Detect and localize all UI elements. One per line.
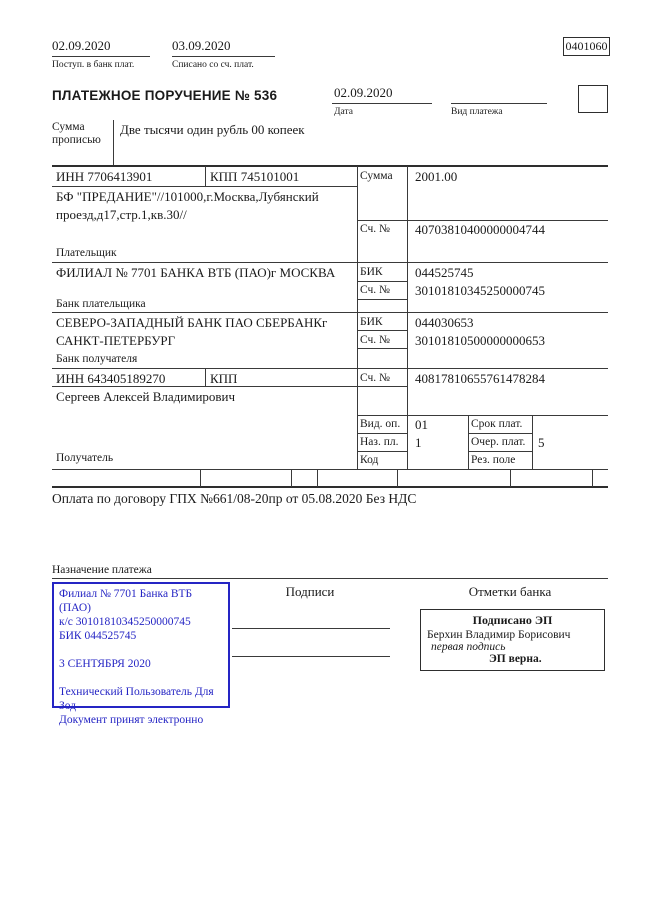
payer-account-label: Сч. № xyxy=(360,223,391,235)
rule xyxy=(407,166,408,469)
rule xyxy=(451,103,547,104)
debited-label: Списано со сч. плат. xyxy=(172,60,254,70)
rule xyxy=(52,186,357,187)
signature-line xyxy=(232,656,390,657)
amount-label: Сумма xyxy=(360,170,393,182)
ep-stamp-signer: Берхин Владимир Борисович xyxy=(427,629,571,641)
payer-name-line1: БФ "ПРЕДАНИЕ"//101000,г.Москва,Лубянский xyxy=(56,189,319,204)
payer-bank-section-label: Банк плательщика xyxy=(56,298,146,310)
rule xyxy=(510,469,511,487)
form-code: 0401060 xyxy=(565,39,608,53)
rule xyxy=(468,451,532,452)
rule xyxy=(357,166,358,469)
payer-kpp: КПП 745101001 xyxy=(210,169,300,184)
stamp-line xyxy=(59,671,223,685)
rule xyxy=(468,415,469,469)
payment-type-label: Вид платежа xyxy=(451,107,503,117)
rule xyxy=(52,578,608,579)
vid-op-value: 01 xyxy=(415,417,428,432)
payment-purpose-label: Назначение платежа xyxy=(52,564,152,576)
table-border-bottom xyxy=(52,486,608,488)
rule xyxy=(532,415,533,469)
kod-label: Код xyxy=(360,454,379,466)
stamp-line: к/с 30101810345250000745 xyxy=(59,616,191,628)
amount-value: 2001.00 xyxy=(415,169,458,184)
document-title: ПЛАТЕЖНОЕ ПОРУЧЕНИЕ № 536 xyxy=(52,88,278,103)
rule xyxy=(200,469,201,487)
payee-acc-label: Сч. № xyxy=(360,372,391,384)
stamp-line: БИК 044525745 xyxy=(59,630,137,642)
ocher-plat-value: 5 xyxy=(538,435,545,450)
naz-pl-label: Наз. пл. xyxy=(360,436,399,448)
rule xyxy=(52,469,608,470)
rule xyxy=(205,166,206,186)
rule xyxy=(357,299,407,300)
rez-pole-label: Рез. поле xyxy=(471,454,516,466)
date-label: Дата xyxy=(334,107,353,117)
rule xyxy=(357,451,407,452)
stamp-line xyxy=(59,643,223,657)
ep-stamp-verified: ЭП верна. xyxy=(489,653,542,665)
ep-stamp-title: Подписано ЭП xyxy=(472,613,553,627)
payer-name-line2: проезд,д17,стр.1,кв.30// xyxy=(56,207,187,222)
naz-pl-value: 1 xyxy=(415,435,422,450)
signature-line xyxy=(232,628,390,629)
stamp-line: Документ принят электронно xyxy=(59,714,204,726)
signatures-label: Подписи xyxy=(285,584,335,599)
srok-plat-label: Срок плат. xyxy=(471,418,523,430)
rule xyxy=(357,415,608,416)
rule xyxy=(468,433,532,434)
payee-name: Сергеев Алексей Владимирович xyxy=(56,389,236,404)
payee-bank-name-line1: СЕВЕРО-ЗАПАДНЫЙ БАНК ПАО СБЕРБАНКг xyxy=(56,315,328,330)
rule xyxy=(113,120,114,166)
rule xyxy=(397,469,398,487)
rule xyxy=(205,368,206,386)
payee-section-label: Получатель xyxy=(56,452,114,464)
received-in-bank-label: Поступ. в банк плат. xyxy=(52,60,135,70)
payee-bank-bik-label: БИК xyxy=(360,316,383,328)
payer-bank-acc-label: Сч. № xyxy=(360,284,391,296)
stamp-line: Технический Пользователь Для xyxy=(59,686,214,698)
rule xyxy=(357,348,407,349)
ep-stamp-signature-kind: первая подпись xyxy=(431,641,506,653)
rule xyxy=(52,368,608,369)
payment-purpose-text: Оплата по договору ГПХ №661/08-20пр от 05.08.2020 Без НДС xyxy=(52,491,417,506)
payer-bank-name: ФИЛИАЛ № 7701 БАНКА ВТБ (ПАО)г МОСКВА xyxy=(56,265,336,280)
stamp-line: Филиал № 7701 Банка ВТБ (ПАО) xyxy=(59,588,193,614)
rule xyxy=(357,220,608,221)
payer-section-label: Плательщик xyxy=(56,247,117,259)
payment-type-checkbox xyxy=(578,85,608,113)
rule xyxy=(592,469,593,487)
debited-date: 03.09.2020 xyxy=(172,38,231,53)
payee-bank-acc-value: 30101810500000000653 xyxy=(415,333,545,348)
payer-bank-bik-value: 044525745 xyxy=(415,265,474,280)
form-code-box xyxy=(563,37,610,56)
payer-bank-acc-value: 30101810345250000745 xyxy=(415,283,545,298)
rule xyxy=(52,262,608,263)
rule xyxy=(357,433,407,434)
stamp-line: Зод xyxy=(59,700,77,712)
amount-in-words-label: Сумма прописью xyxy=(52,121,101,146)
ocher-plat-label: Очер. плат. xyxy=(471,436,526,448)
payee-bank-section-label: Банк получателя xyxy=(56,353,138,365)
payee-acc-value: 40817810655761478284 xyxy=(415,371,545,386)
payer-bank-bik-label: БИК xyxy=(360,266,383,278)
rule xyxy=(332,103,432,104)
stamp-line: 3 СЕНТЯБРЯ 2020 xyxy=(59,658,151,670)
electronic-signature-stamp xyxy=(420,609,605,671)
vid-op-label: Вид. оп. xyxy=(360,418,401,430)
rule xyxy=(291,469,292,487)
rule xyxy=(52,312,608,313)
payee-bank-name-line2: САНКТ-ПЕТЕРБУРГ xyxy=(56,333,176,348)
payer-account-value: 40703810400000004744 xyxy=(415,222,545,237)
document-date: 02.09.2020 xyxy=(334,85,393,100)
rule xyxy=(172,56,275,57)
payee-kpp-label: КПП xyxy=(210,371,238,386)
payee-inn: ИНН 643405189270 xyxy=(56,371,166,386)
rule xyxy=(357,281,407,282)
rule xyxy=(317,469,318,487)
rule xyxy=(52,56,150,57)
bank-acceptance-stamp xyxy=(52,582,230,726)
rule xyxy=(357,330,407,331)
payee-bank-bik-value: 044030653 xyxy=(415,315,474,330)
bank-marks-label: Отметки банка xyxy=(468,584,552,599)
received-in-bank-date: 02.09.2020 xyxy=(52,38,111,53)
amount-in-words-value: Две тысячи один рубль 00 копеек xyxy=(120,122,305,137)
payer-inn: ИНН 7706413901 xyxy=(56,169,153,184)
payee-bank-acc-label: Сч. № xyxy=(360,334,391,346)
table-border-top xyxy=(52,165,608,167)
